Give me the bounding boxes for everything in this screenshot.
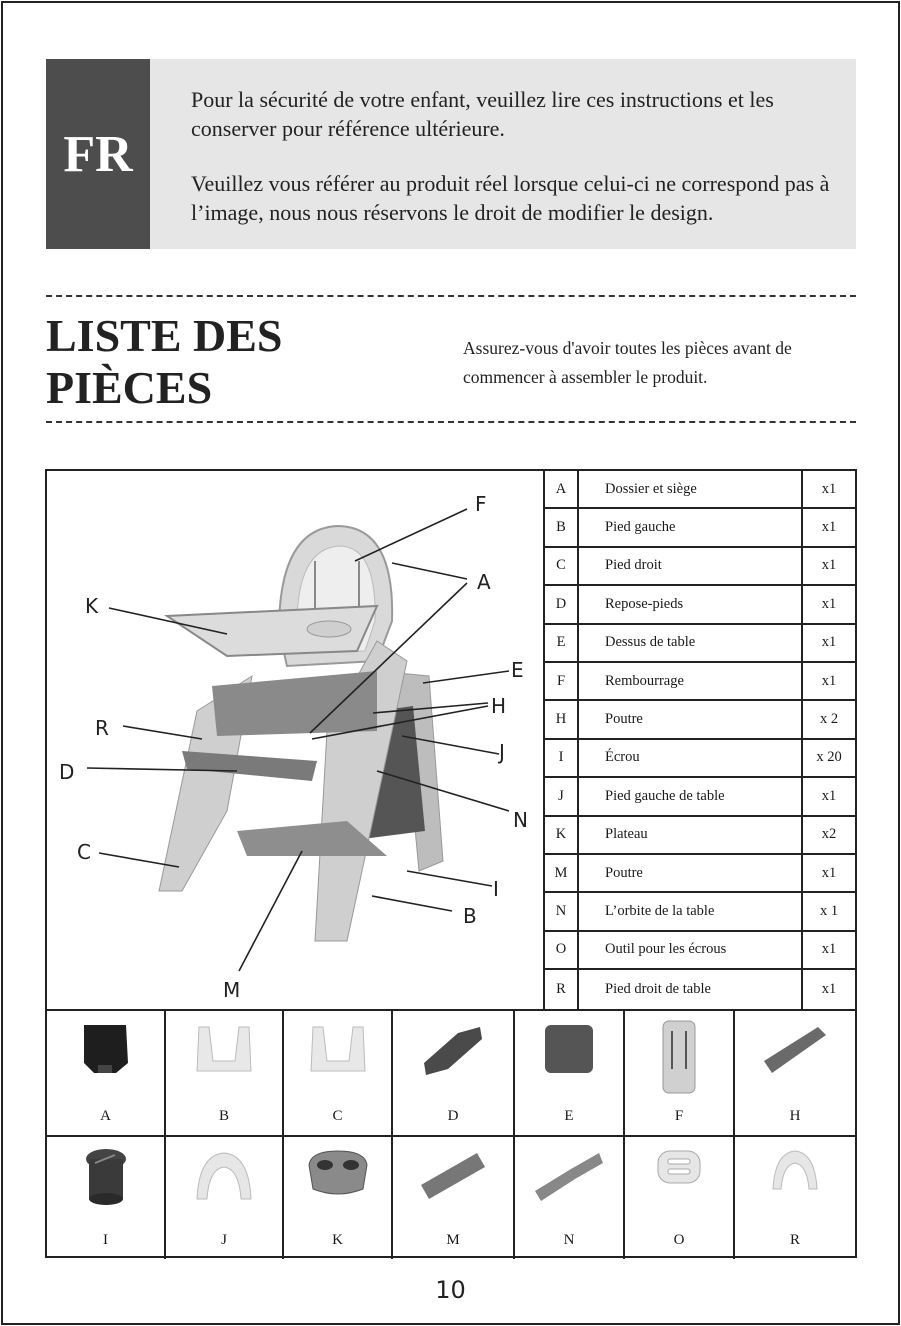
table-row [545, 970, 855, 1008]
thumbnail-cell [47, 1137, 166, 1259]
thumbnail-label: K [332, 1232, 343, 1248]
thumbnail-cell [393, 1137, 515, 1259]
thumbnail-label: O [673, 1232, 685, 1248]
part-letter: A [545, 471, 579, 507]
part-qty: x1 [801, 586, 855, 622]
thumbnail-label: A [100, 1108, 111, 1124]
callout-r: R [95, 716, 109, 740]
backrest-part-icon [76, 1019, 136, 1079]
table-orbit-part-icon [531, 1145, 607, 1205]
table-row [545, 778, 855, 816]
table-row [545, 701, 855, 739]
thumbnail-label: J [221, 1232, 227, 1248]
high-chair-drawing [47, 471, 545, 1009]
part-letter: R [545, 970, 579, 1008]
part-qty: x 2 [801, 701, 855, 737]
nut-part-icon [81, 1145, 131, 1209]
thumbnail-cell [166, 1137, 284, 1259]
parts-box [45, 469, 857, 1258]
language-badge: FR [46, 59, 150, 249]
thumbnail-label: R [789, 1232, 800, 1248]
callout-e: E [511, 658, 524, 682]
part-qty: x1 [801, 778, 855, 814]
part-name: Pied gauche de table [605, 787, 725, 804]
thumbnail-cell [515, 1011, 625, 1135]
part-letter: H [545, 701, 579, 737]
part-letter: I [545, 740, 579, 776]
part-letter: M [545, 855, 579, 891]
table-row [545, 471, 855, 509]
thumbnail-cell [284, 1011, 393, 1135]
part-qty: x2 [801, 817, 855, 853]
callout-c: C [77, 840, 91, 864]
cup-holder-shape [307, 621, 351, 637]
table-top-part-icon [539, 1019, 599, 1079]
callout-a: A [477, 570, 491, 594]
callout-m: M [223, 978, 241, 1002]
parts-list-table [545, 471, 855, 1009]
part-qty: x1 [801, 548, 855, 584]
thumbnail-cell [735, 1011, 855, 1135]
callout-f: F [475, 492, 487, 516]
callout-b: B [463, 904, 477, 928]
part-letter: C [545, 548, 579, 584]
table-row [545, 932, 855, 970]
part-qty: x1 [801, 625, 855, 661]
table-row [545, 740, 855, 778]
part-name: Dessus de table [605, 634, 696, 651]
thumbnail-cell [515, 1137, 625, 1259]
part-name: Poutre [605, 864, 643, 881]
thumbnail-label: N [563, 1232, 575, 1248]
table-row [545, 548, 855, 586]
part-qty: x1 [801, 855, 855, 891]
part-qty: x 20 [801, 740, 855, 776]
thumbnail-cell [625, 1011, 735, 1135]
left-leg-part-icon [189, 1019, 259, 1079]
callout-j: J [499, 740, 505, 764]
thumbnail-label: C [332, 1108, 343, 1124]
table-right-leg-part-icon [765, 1145, 825, 1195]
thumbnail-label: B [218, 1108, 229, 1124]
table-row [545, 855, 855, 893]
part-name: Pied droit [605, 557, 662, 574]
thumbnail-cell [284, 1137, 393, 1259]
part-letter: N [545, 893, 579, 929]
table-row [545, 509, 855, 547]
seat-padding-part-icon [657, 1019, 701, 1095]
table-row [545, 893, 855, 931]
dashed-divider-bottom [46, 421, 856, 423]
tray-part-icon [303, 1145, 373, 1205]
part-name: L’orbite de la table [605, 903, 715, 920]
part-letter: B [545, 509, 579, 545]
part-name: Pied gauche [605, 519, 676, 536]
page-number: 10 [435, 1276, 466, 1304]
thumbnail-cell [47, 1011, 166, 1135]
callout-d: D [59, 760, 75, 784]
thumbnail-cell [393, 1011, 515, 1135]
dashed-divider-top [46, 295, 856, 297]
part-qty: x1 [801, 471, 855, 507]
part-qty: x1 [801, 509, 855, 545]
thumbnail-label: I [103, 1232, 108, 1248]
design-paragraph: Veuillez vous référer au produit réel lorsque celui-ci ne correspond pas à l’image, nous nous réservons le droit de modifier le design. [191, 171, 830, 225]
safety-banner [46, 59, 856, 249]
callout-k: K [85, 594, 99, 618]
thumbnail-label: D [447, 1108, 459, 1124]
callout-i: I [493, 877, 499, 901]
part-letter: F [545, 663, 579, 699]
part-name: Dossier et siège [605, 480, 697, 497]
thumbnail-label: E [564, 1108, 574, 1124]
part-letter: D [545, 586, 579, 622]
safety-paragraph: Pour la sécurité de votre enfant, veuillez lire ces instructions et les conserver pour référence ultérieure. [191, 87, 774, 141]
high-chair-illustration [47, 471, 545, 1009]
thumbnail-cell [625, 1137, 735, 1259]
callout-n: N [513, 808, 528, 832]
callout-h: H [491, 694, 507, 718]
section-title-line1: LISTE DES [46, 310, 283, 361]
section-title-line2: PIÈCES [46, 362, 213, 413]
table-row [545, 817, 855, 855]
part-qty: x1 [801, 932, 855, 968]
part-letter: J [545, 778, 579, 814]
thumbnail-cell [166, 1011, 284, 1135]
thumbnail-row-2 [47, 1135, 855, 1259]
part-name: Repose-pieds [605, 595, 684, 612]
part-name: Outil pour les écrous [605, 941, 727, 958]
part-name: Plateau [605, 826, 648, 843]
thumbnail-label: M [446, 1232, 460, 1248]
part-letter: O [545, 932, 579, 968]
parts-thumbnail-grid [47, 1009, 855, 1258]
table-row [545, 663, 855, 701]
right-leg-part-icon [303, 1019, 373, 1079]
part-letter: K [545, 817, 579, 853]
part-name: Poutre [605, 711, 643, 728]
thumbnail-label: F [674, 1108, 684, 1124]
part-name: Écrou [605, 749, 640, 766]
part-name: Pied droit de table [605, 980, 711, 997]
part-qty: x1 [801, 663, 855, 699]
part-qty: x 1 [801, 893, 855, 929]
nut-tool-part-icon [654, 1145, 704, 1189]
thumbnail-label: H [789, 1108, 801, 1124]
bottom-beam-part-icon [415, 1145, 491, 1205]
part-letter: E [545, 625, 579, 661]
table-row [545, 625, 855, 663]
thumbnail-row-1 [47, 1011, 855, 1135]
footrest-part-icon [418, 1019, 488, 1079]
banner-text [191, 85, 841, 227]
part-qty: x1 [801, 970, 855, 1008]
seat-beam-shape [212, 671, 377, 736]
table-row [545, 586, 855, 624]
beam-part-icon [758, 1019, 832, 1079]
part-name: Rembourrage [605, 672, 684, 689]
table-left-leg-part-icon [189, 1145, 259, 1205]
section-title [46, 310, 283, 414]
section-note: Assurez-vous d'avoir toutes les pièces avant de commencer à assembler le produit. [463, 338, 792, 387]
thumbnail-cell [735, 1137, 855, 1259]
